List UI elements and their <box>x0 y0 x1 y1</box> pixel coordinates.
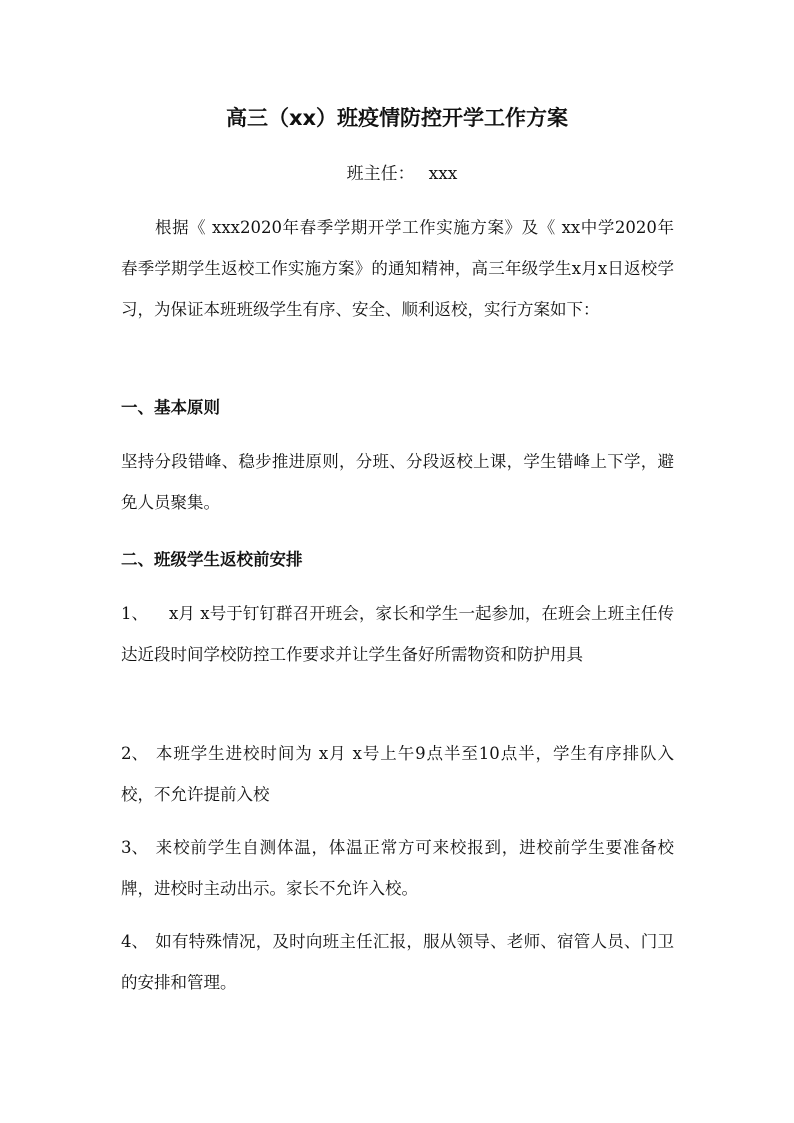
author-line <box>0 160 794 188</box>
list-item-number: 1、 <box>121 604 148 623</box>
document-title: 高三（xx）班疫情防控开学工作方案 <box>225 106 569 130</box>
list-item-text: 如有特殊情况，及时向班主任汇报，服从领导、老师、宿管人员、门卫的安排和管理。 <box>121 932 674 992</box>
intro-paragraph: 根据《 xxx2020年春季学期开学工作实施方案》及《 xx中学2020年春季学期学生返校工作实施方案》的通知精神，高三年级学生x月x日返校学习，为保证本班班级学生有序、安全、顺利返校，实行方案如下： <box>121 218 674 319</box>
list-item <box>121 593 674 675</box>
list-item-number: 3、 <box>121 838 148 857</box>
section-heading-arrangements: 二、班级学生返校前安排 <box>121 550 303 569</box>
list-item <box>121 921 674 1003</box>
list-item-text: 本班学生进校时间为 x月 x号上午9点半至10点半，学生有序排队入校，不允许提前入校 <box>121 744 674 804</box>
list-item-number: 2、 <box>121 744 148 763</box>
section-heading-principles: 一、基本原则 <box>121 398 220 417</box>
author-label: 班主任： <box>346 164 415 184</box>
list-item <box>121 827 674 909</box>
list-item-text: x月 x号于钉钉群召开班会，家长和学生一起参加，在班会上班主任传达近段时间学校防控工作要求并让学生备好所需物资和防护用具 <box>121 604 674 664</box>
list-item-number: 4、 <box>121 932 148 951</box>
principles-paragraph: 坚持分段错峰、稳步推进原则，分班、分段返校上课，学生错峰上下学，避免人员聚集。 <box>121 452 674 512</box>
list-item <box>121 733 674 815</box>
list-item-text: 来校前学生自测体温，体温正常方可来校报到，进校前学生要准备校牌，进校时主动出示。家长不允许入校。 <box>121 838 674 898</box>
author-name: xxx <box>428 164 458 184</box>
